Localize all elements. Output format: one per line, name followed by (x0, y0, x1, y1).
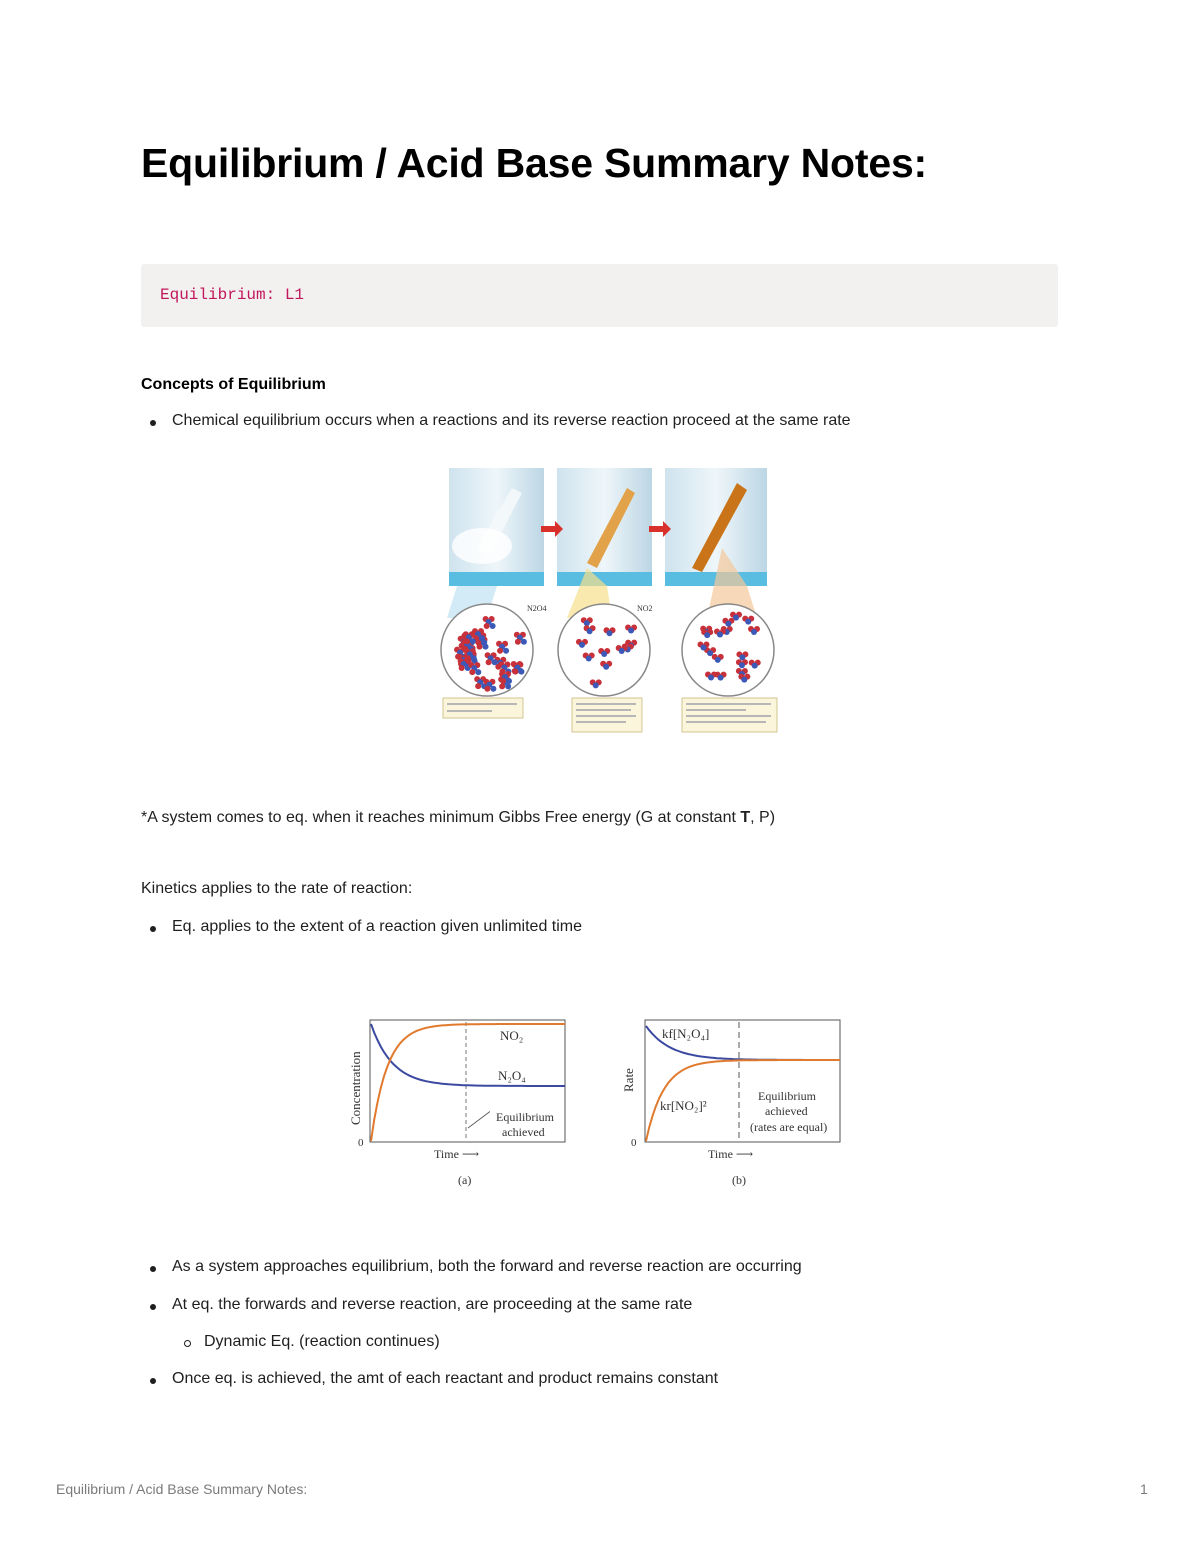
atom (492, 659, 498, 665)
bullet-item: Chemical equilibrium occurs when a reactions and its reverse reaction proceed at the same rate (172, 412, 851, 429)
atom (503, 648, 509, 654)
gibbs-note (141, 809, 775, 827)
atom (464, 638, 470, 644)
atom (751, 629, 757, 635)
atom (484, 623, 490, 629)
atom (459, 665, 465, 671)
caption-b: (b) (732, 1173, 746, 1187)
panel-b (621, 1020, 840, 1187)
zero-a: 0 (358, 1137, 364, 1149)
atom (512, 669, 518, 675)
atom (505, 683, 511, 689)
beaker-panel-1 (449, 468, 544, 586)
atom (601, 651, 607, 657)
atom (739, 662, 745, 668)
atom (745, 619, 751, 625)
ylabel-a: Concentration (348, 1051, 363, 1125)
code-block (141, 264, 1058, 327)
atom (619, 648, 625, 654)
xlabel-b: Time ⟶ (708, 1147, 754, 1161)
atom (470, 638, 476, 644)
atom (479, 635, 485, 641)
atom (490, 686, 496, 692)
atom (469, 669, 475, 675)
molecule-circle-3 (682, 604, 774, 696)
label-n2o4: N₂O₄ (498, 1068, 526, 1083)
atom (700, 645, 706, 651)
bullet-item: Eq. applies to the extent of a reaction given unlimited time (172, 918, 583, 935)
atom (587, 628, 593, 634)
atom (628, 627, 634, 633)
atom (741, 677, 747, 683)
atom (486, 659, 492, 665)
footer-title: Equilibrium / Acid Base Summary Notes: (56, 1481, 308, 1497)
atom (475, 683, 481, 689)
atom (718, 675, 724, 681)
atom (484, 686, 490, 692)
code-text: Equilibrium: L1 (160, 286, 305, 304)
atom (500, 678, 506, 684)
label-no2: NO₂ (500, 1028, 524, 1043)
molecule-circle-2 (558, 604, 650, 696)
beaker-panel-3 (665, 468, 767, 586)
equilibrium-illustration (437, 468, 782, 736)
atom (465, 655, 471, 661)
gibbs-note-prefix: *A system comes to eq. when it reaches minimum Gibbs Free energy (G at constant (141, 809, 741, 826)
annotation-a-1: Equilibrium (496, 1110, 554, 1124)
atom (499, 683, 505, 689)
gibbs-note-bold: T (740, 809, 751, 826)
beaker-panel-2 (557, 468, 652, 586)
caption-a: (a) (458, 1173, 472, 1187)
atom (593, 682, 599, 688)
page-number: 1 (1140, 1481, 1148, 1497)
gibbs-note-suffix: , P) (750, 809, 776, 826)
annotation-b-3: (rates are equal) (750, 1120, 828, 1134)
atom (586, 656, 592, 662)
page-title: Equilibrium / Acid Base Summary Notes: (141, 140, 928, 186)
bullet-item: At eq. the forwards and reverse reaction, are proceeding at the same rate (172, 1296, 693, 1313)
atom (607, 630, 613, 636)
zero-b: 0 (631, 1137, 637, 1149)
atom (521, 639, 527, 645)
kinetics-figure (340, 1010, 860, 1195)
section-heading: Concepts of Equilibrium (141, 376, 326, 393)
label-reverse-rate: kr[NO₂]² (660, 1098, 707, 1113)
ylabel-b: Rate (621, 1068, 636, 1092)
atom (506, 678, 512, 684)
atom (471, 655, 477, 661)
label-forward-rate: kf[N₂O₄] (662, 1026, 710, 1041)
molecule-circle-1 (441, 604, 533, 696)
atom (518, 669, 524, 675)
annotation-b-2: achieved (765, 1104, 808, 1118)
annotation-b-1: Equilibrium (758, 1089, 816, 1103)
annotation-a-2: achieved (502, 1125, 545, 1139)
atom (475, 669, 481, 675)
atom (490, 623, 496, 629)
caption-box (443, 698, 523, 718)
atom (579, 642, 585, 648)
atom (603, 664, 609, 670)
label-no2: NO2 (637, 604, 653, 613)
xlabel-a: Time ⟶ (434, 1147, 480, 1161)
atom (707, 650, 713, 656)
bullet-item: Once eq. is achieved, the amt of each reactant and product remains constant (172, 1370, 719, 1387)
atom (717, 632, 723, 638)
atom (708, 675, 714, 681)
atom (715, 657, 721, 663)
atom (725, 621, 731, 627)
atom (752, 663, 758, 669)
sub-bullet-item: Dynamic Eq. (reaction continues) (204, 1333, 440, 1350)
atom (515, 639, 521, 645)
panel-a (348, 1020, 565, 1187)
bullet-item: As a system approaches equilibrium, both the forward and reverse reaction are occurring (172, 1258, 802, 1275)
atom (497, 648, 503, 654)
kinetics-line: Kinetics applies to the rate of reaction: (141, 880, 413, 897)
label-n2o4: N2O4 (527, 604, 547, 613)
atom (704, 632, 710, 638)
